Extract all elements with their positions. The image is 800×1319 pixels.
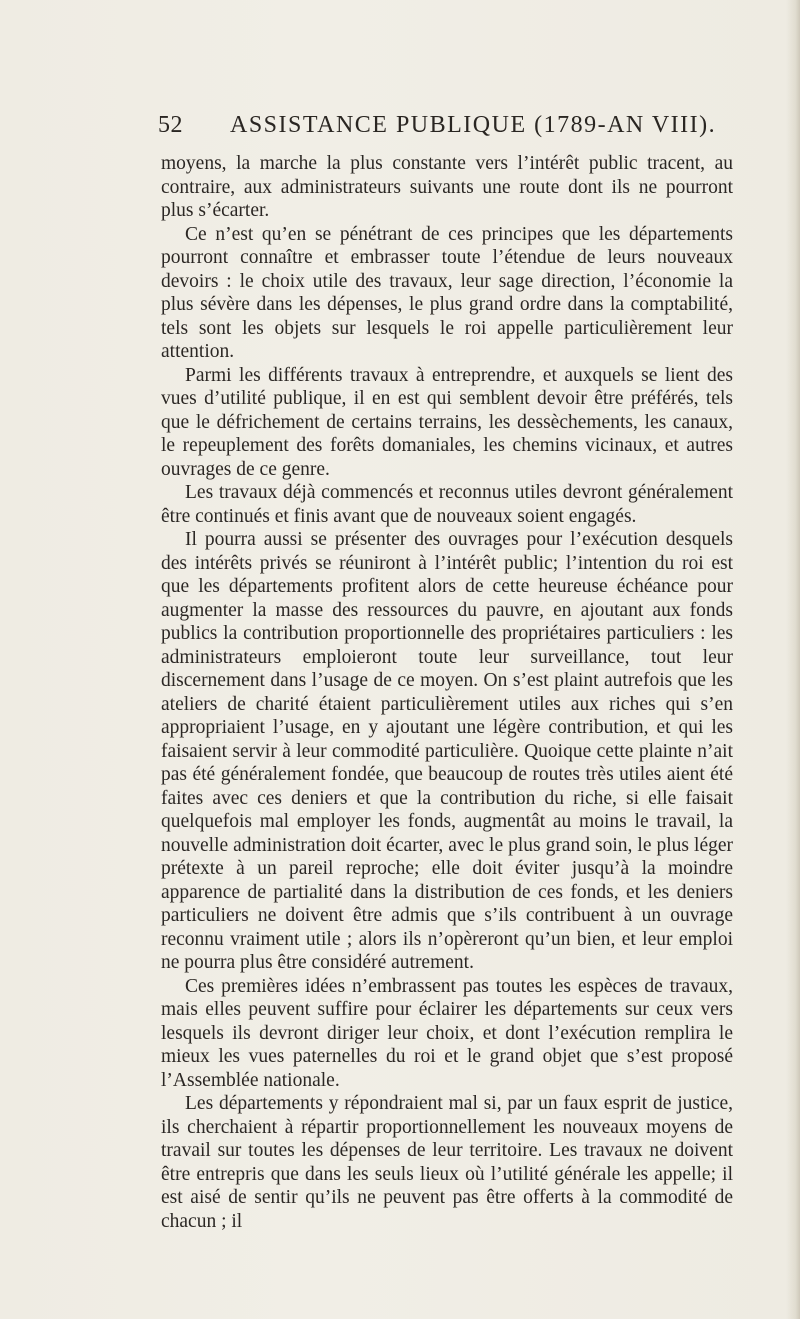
running-header xyxy=(158,112,738,146)
paragraph: Parmi les différents travaux à entreprendre, et auxquels se lient des vues d’utilité publique, il en est qui semblent devoir être préférés, tels que le défrichement de certains terrains, les dessèchements, les canaux, le repeuplement des forêts domaniales, les chemins vicinaux, et autres ouvrages de ce genre. xyxy=(161,364,733,480)
paragraph: Les travaux déjà commencés et reconnus utiles devront généralement être continués et finis avant que de nouveaux soient engagés. xyxy=(161,482,733,527)
paragraph: Il pourra aussi se présenter des ouvrages pour l’exécution desquels des intérêts privés se réuniront à l’intérêt public; l’intention du roi est que les départements profitent alors de cette heureuse échéance pour augmenter la masse des ressources du pauvre, en ajoutant aux fonds publics la contribution proportionnelle des propriétaires particuliers : les administrateurs emploieront toute leur surveillance, tout leur discernement dans l’usage de ce moyen. On s’est plaint autrefois que les ateliers de charité étaient particulièrement utiles aux riches qui s’en appropriaient l’usage, en y ajoutant une légère contribution, et qui les faisaient servir à leur commodité particulière. Quoique cette plainte n’ait pas été généralement fondée, que beaucoup de routes très utiles aient été faites avec ces deniers et que la contribution du riche, si elle faisait quelquefois mal employer les fonds, augmentât au moins le travail, la nouvelle administration doit écarter, avec le plus grand soin, le plus léger prétexte à un pareil reproche; elle doit éviter jusqu’à la moindre apparence de partialité dans la distribution de ces fonds, et les deniers particuliers ne doivent être admis que s’ils contribuent à un ouvrage reconnu vraiment utile ; alors ils n’opèreront qu’un bien, et leur emploi ne pourra plus être considéré autrement. xyxy=(161,529,733,973)
running-title: ASSISTANCE PUBLIQUE (1789-AN VIII). xyxy=(230,112,717,138)
page-number: 52 xyxy=(158,112,183,138)
paragraph: Ces premières idées n’embrassent pas toutes les espèces de travaux, mais elles peuvent suffire pour éclairer les départements sur ceux vers lesquels ils devront diriger leur choix, et dont l’exécution remplira le mieux les vues paternelles du roi et le grand objet que s’est proposé l’Assemblée nationale. xyxy=(161,975,733,1091)
paragraph: Les départements y répondraient mal si, par un faux esprit de justice, ils cherchaient à répartir proportionnellement les nouveaux moyens de travail sur toutes les dépenses de leur territoire. Les travaux ne doivent être entrepris que dans les seuls lieux où l’utilité générale les appelle; il est aisé de sentir qu’ils ne peuvent pas être offerts à la commodité de chacun ; il xyxy=(161,1093,733,1232)
paragraph: moyens, la marche la plus constante vers l’intérêt public tracent, au contraire, aux administrateurs suivants une route dont ils ne pourront plus s’écarter. xyxy=(161,153,733,221)
page-edge-shadow xyxy=(786,0,800,1319)
paragraph: Ce n’est qu’en se pénétrant de ces principes que les départements pourront connaître et embrasser toute l’étendue de leurs nouveaux devoirs : le choix utile des travaux, leur sage direction, l’économie la plus sévère dans les dépenses, le plus grand ordre dans la comptabilité, tels sont les objets sur lesquels le roi appelle particulièrement leur attention. xyxy=(161,223,733,362)
body-text xyxy=(161,152,733,1233)
